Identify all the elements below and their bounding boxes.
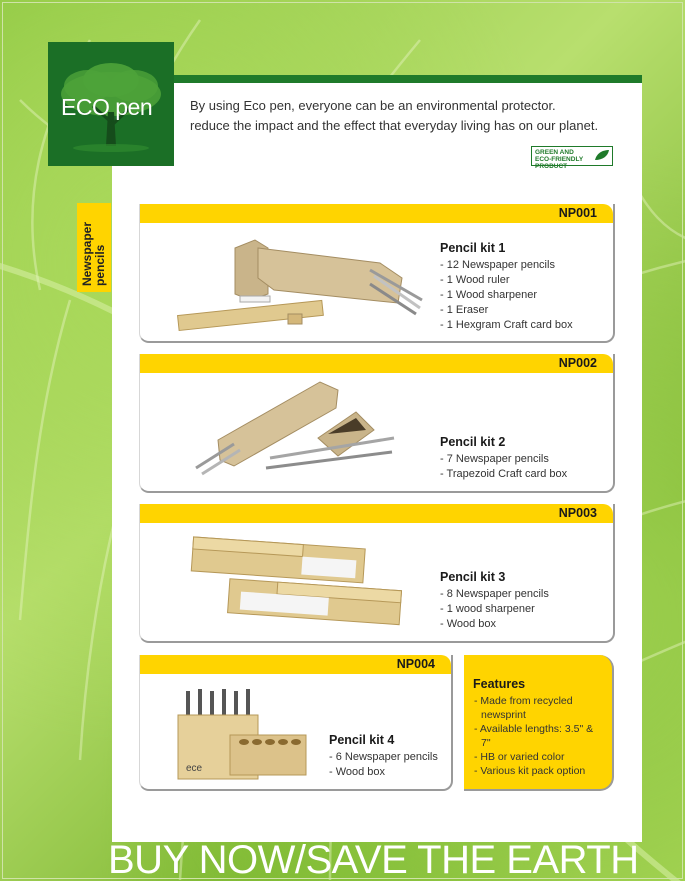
list-item: - 1 Wood sharpener [440,289,538,301]
badge-line-2: ECO-FRIENDLY PRODUCT [535,156,584,170]
svg-text:ece: ece [186,763,203,774]
list-item: - Available lengths: 3.5" & 7" [474,723,594,749]
list-item: - 12 Newspaper pencils [440,259,555,271]
product-code: NP003 [140,504,613,523]
list-item: - 7 Newspaper pencils [440,453,549,465]
category-tab-label [77,203,111,292]
product-title: Pencil kit 1 [440,241,506,255]
product-card-np002 [139,354,615,493]
pencil-kit-4-image [170,679,320,789]
intro-text [190,96,630,136]
product-card-np003 [139,504,615,643]
intro-line-2: reduce the impact and the effect that everyday living has on our planet. [190,118,599,133]
list-item: - 1 Hexgram Craft card box [440,319,573,331]
list-item: - Trapezoid Craft card box [440,468,568,480]
list-item: - 1 Wood ruler [440,274,510,286]
product-title: Pencil kit 4 [329,733,395,747]
list-item: - 1 Eraser [440,304,489,316]
features-box [464,655,614,791]
intro-line-1: By using Eco pen, everyone can be an environmental protector. [190,98,556,113]
list-item: - 8 Newspaper pencils [440,588,549,600]
product-card-np004 [139,655,453,791]
product-card-np001 [139,204,615,343]
features-list [473,694,604,778]
product-contents [440,452,567,482]
list-item: - Wood box [440,618,497,630]
product-code: NP002 [140,354,613,373]
eco-friendly-badge [531,146,613,170]
list-item: - 1 wood sharpener [440,603,535,615]
list-item: - 6 Newspaper pencils [329,751,438,763]
product-title: Pencil kit 2 [440,435,506,449]
product-code: NP004 [140,655,451,674]
list-item: - Various kit pack option [474,765,586,777]
features-title: Features [473,677,526,691]
leaf-icon [594,149,610,161]
product-title: Pencil kit 3 [440,570,506,584]
slogan: BUY NOW/SAVE THE EARTH [108,838,639,881]
category-line-1: Newspaper [80,221,94,286]
list-item: - Wood box [329,766,386,778]
badge-line-1: GREEN AND [535,149,574,156]
list-item: - Made from recycled newsprint [474,695,573,721]
pencil-kit-2-image [188,378,418,488]
pencil-kit-1-image [170,228,430,338]
header-strip [172,75,642,83]
product-contents [329,750,438,780]
product-contents [440,258,573,333]
category-line-2: pencils [93,244,107,286]
product-code: NP001 [140,204,613,223]
pencil-kit-3-image [184,534,414,644]
list-item: - HB or varied color [474,751,565,763]
logo-text: ECO pen [61,94,153,120]
eco-pen-logo [48,42,174,166]
product-contents [440,587,549,632]
